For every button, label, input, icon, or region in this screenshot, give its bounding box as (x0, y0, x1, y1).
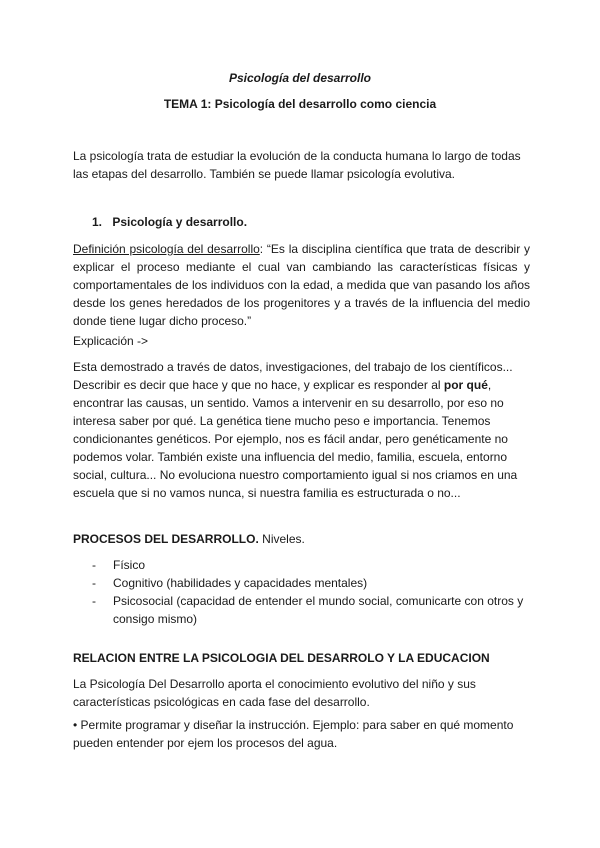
procesos-title: PROCESOS DEL DESARROLLO. (73, 532, 259, 546)
explanation-paragraph (73, 358, 530, 502)
definition-text: “Es la disciplina científica que trata de describir y explicar el proceso mediante el cual van cambiando las características físicas y comportamentales de los individuos con la edad, a medida que van pasando los años desde los genes heredados de los progenitores y a través de la influencia del medio donde tiene lugar dicho proceso.” (73, 242, 530, 328)
document-title: Psicología del desarrollo (228, 71, 372, 85)
dash-bullet: - (92, 558, 96, 572)
explanation-label: Explicación -> (73, 334, 149, 348)
explanation-text-after: , encontrar las causas, un sentido. Vamos a intervenir en su desarrollo, por eso no interesa saber por qué. La genética tiene mucho peso e importancia. Tenemos condicionantes genéticos. Por ejemplo, nos es fácil andar, pero genéticamente no podemos volar. También existe una influencia del medio, familia, escuela, entorno social, cultura... No evoluciona nuestro comportamiento igual si nos criamos en una escuela que si no vamos nunca, si nuestra familia es estructurada o no... (73, 378, 518, 500)
definition-label: Definición psicología del desarrollo (73, 242, 260, 256)
level-text: Físico (113, 558, 146, 572)
definition-colon: : (259, 242, 267, 256)
document-subtitle: TEMA 1: Psicología del desarrollo como ciencia (163, 97, 437, 111)
explanation-text-before: Esta demostrado a través de datos, investigaciones, del trabajo de los científicos... Describir es decir que hace y que no hace, y explicar es responder al (73, 360, 513, 392)
definition-paragraph (73, 240, 530, 330)
procesos-suffix: Niveles. (258, 532, 305, 546)
list-item (92, 556, 532, 574)
dash-bullet: - (92, 576, 96, 590)
explanation-bold: por qué (443, 378, 488, 392)
section-number: 1. (92, 215, 103, 229)
relacion-heading: RELACION ENTRE LA PSICOLOGIA DEL DESARROLO Y LA EDUCACION (73, 651, 490, 665)
level-text: Cognitivo (habilidades y capacidades mentales) (113, 576, 368, 590)
section-heading-1 (92, 213, 549, 231)
levels-list (92, 556, 532, 628)
section-title: Psicología y desarrollo. (112, 215, 248, 229)
level-text: Psicosocial (capacidad de entender el mundo social, comunicarte con otros y consigo mismo) (113, 594, 524, 626)
procesos-heading (73, 530, 530, 548)
relacion-paragraph: La Psicología Del Desarrollo aporta el conocimiento evolutivo del niño y sus características psicológicas en cada fase del desarrollo. (73, 677, 476, 709)
intro-paragraph: La psicología trata de estudiar la evolución de la conducta humana lo largo de todas las etapas del desarrollo. También se puede llamar psicología evolutiva. (73, 149, 521, 181)
list-item (92, 592, 532, 628)
dash-bullet: - (92, 594, 96, 608)
relacion-bullet: • Permite programar y diseñar la instrucción. Ejemplo: para saber en qué momento pueden entender por ejem los procesos del agua. (73, 718, 514, 750)
list-item (92, 574, 532, 592)
